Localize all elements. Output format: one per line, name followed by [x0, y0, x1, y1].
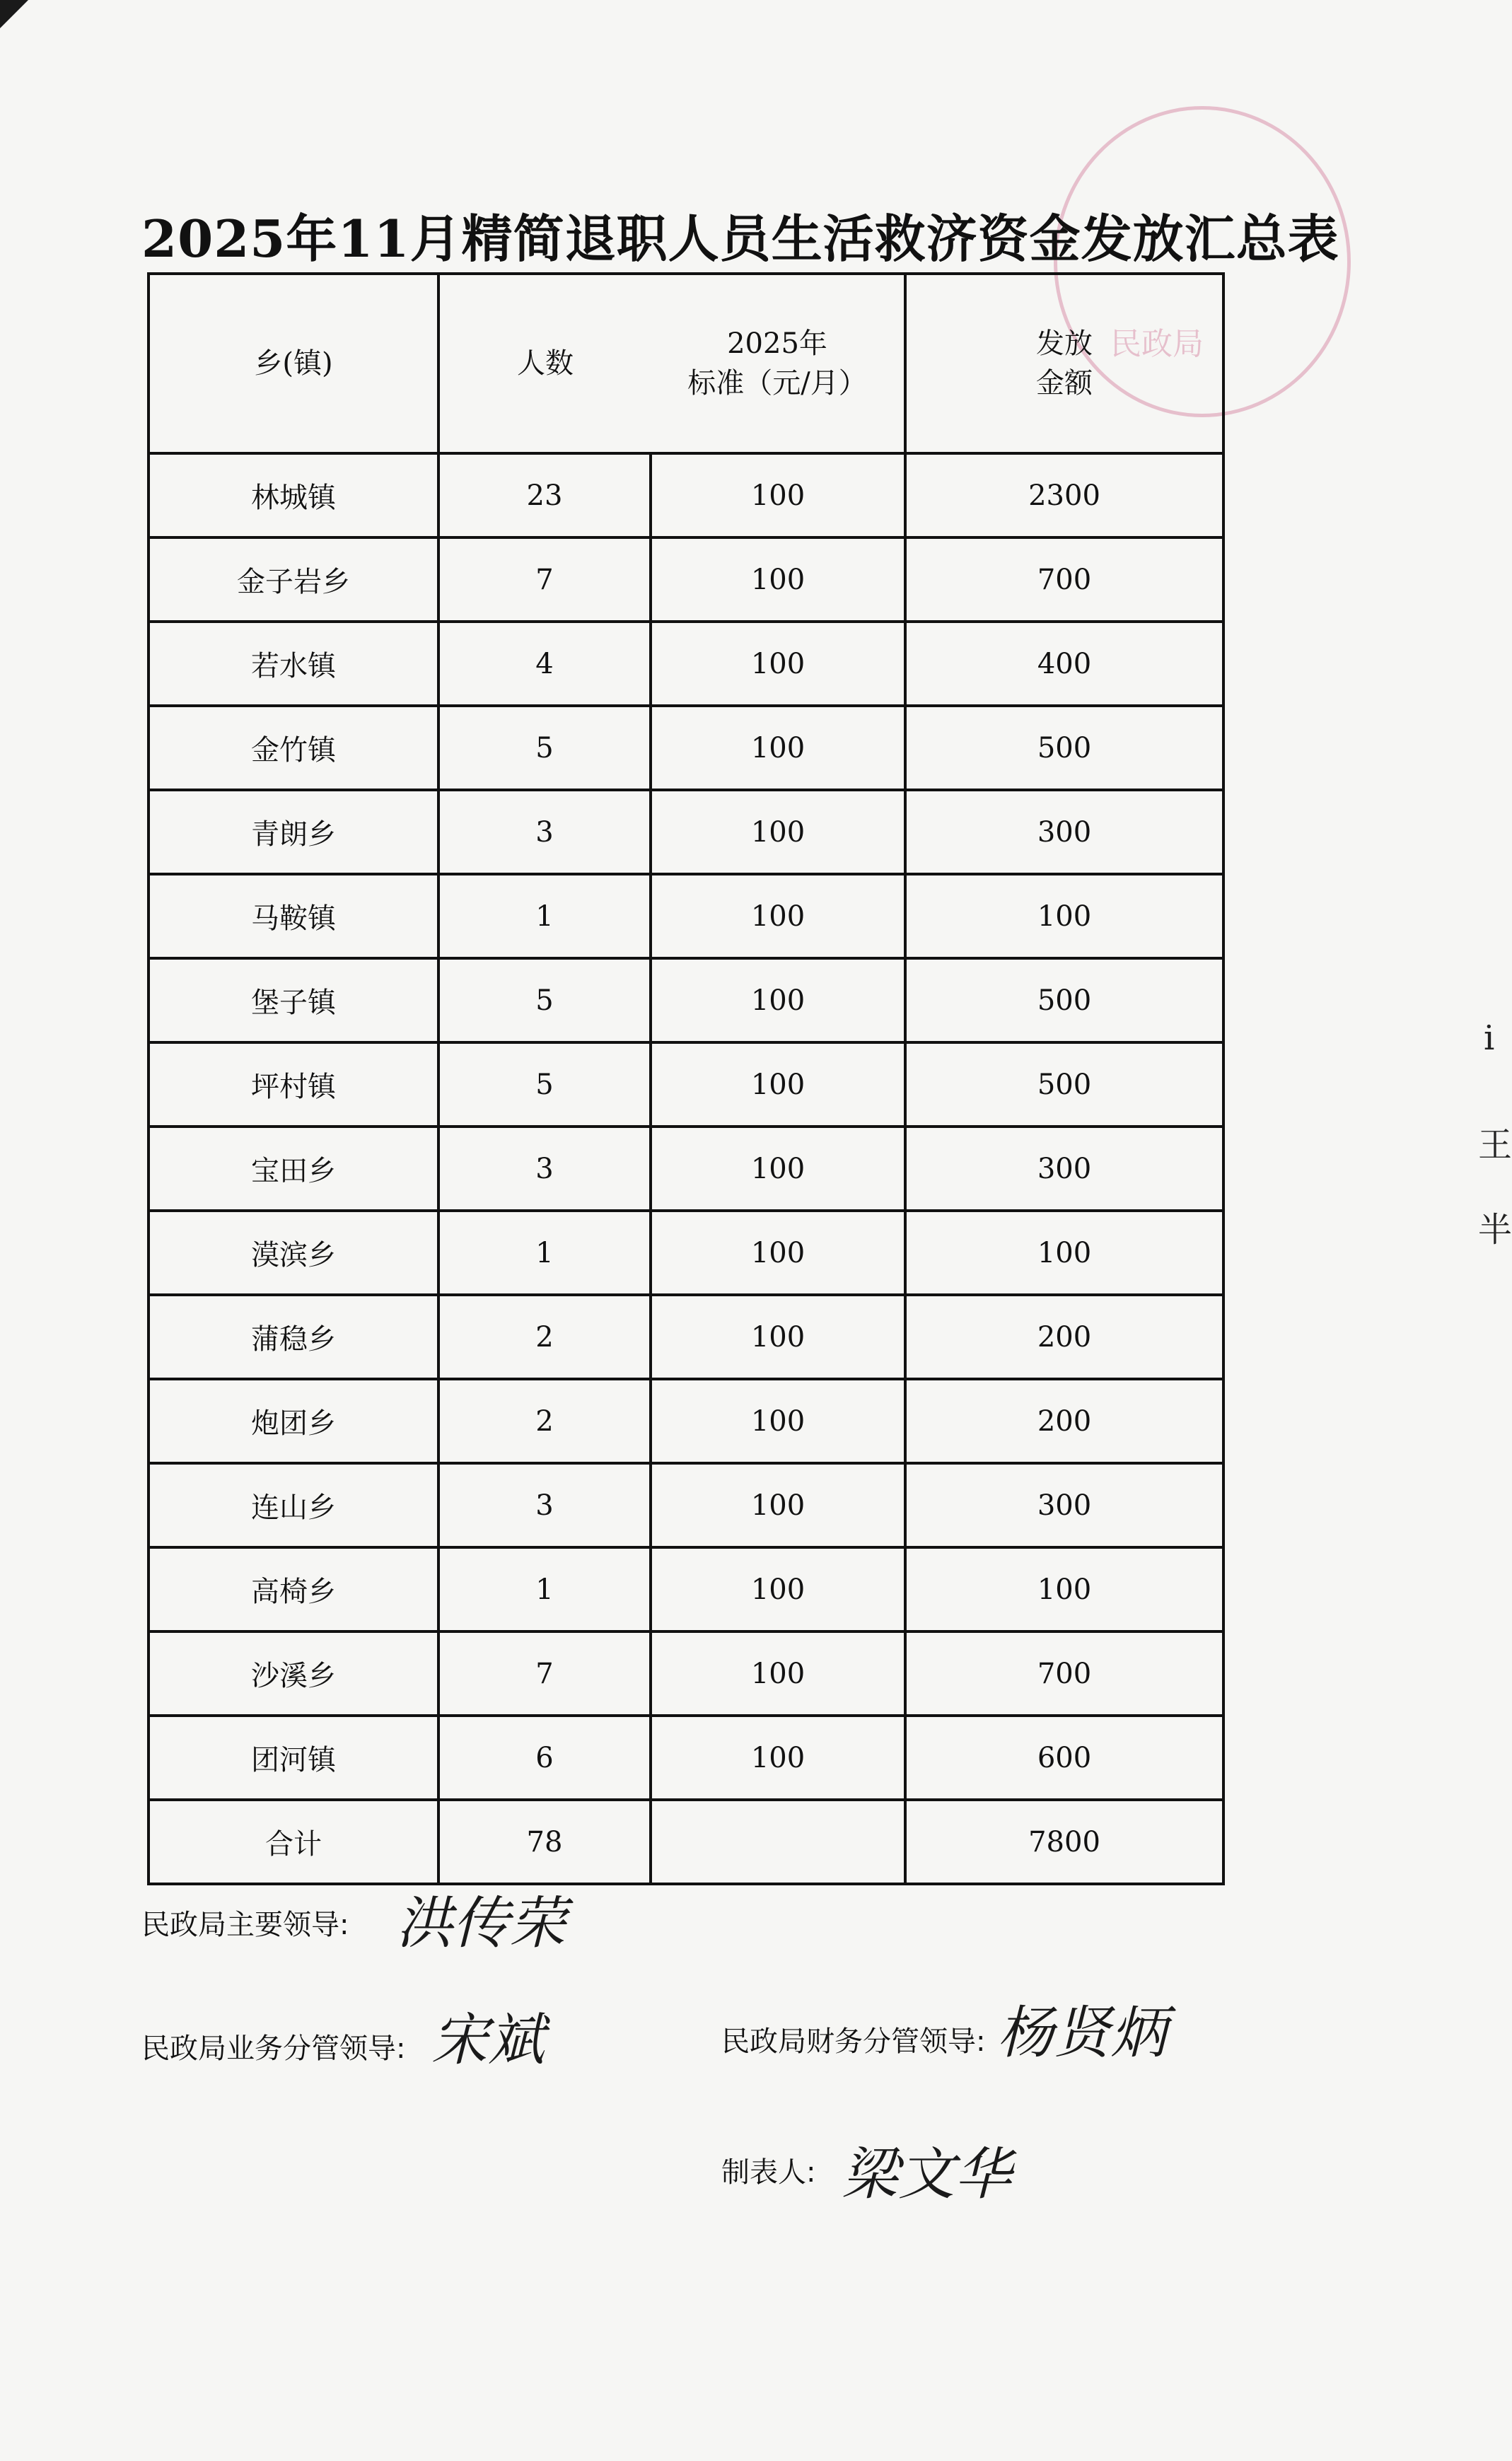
edge-mark: 半: [1478, 1210, 1512, 1250]
table-row: [149, 1211, 1223, 1295]
cell-standard: 100: [651, 1127, 905, 1211]
cell-standard: 100: [651, 790, 905, 874]
cell-count: 5: [438, 958, 651, 1042]
cell-township: 宝田乡: [149, 1127, 438, 1211]
table-row: [149, 1547, 1223, 1631]
cell-township: 漠滨乡: [149, 1211, 438, 1295]
cell-township: 青朗乡: [149, 790, 438, 874]
cell-township: 林城镇: [149, 453, 438, 537]
cell-amount: 700: [905, 1631, 1223, 1716]
cell-standard: 100: [651, 1295, 905, 1379]
header-count: 人数: [438, 274, 651, 453]
cell-count: 4: [438, 622, 651, 706]
header-amount-line1: 发放: [1036, 327, 1093, 360]
finance-leader-signature: 杨贤炳: [997, 2000, 1167, 2066]
cell-standard: 100: [651, 1379, 905, 1463]
table-row: [149, 706, 1223, 790]
table-row: [149, 537, 1223, 622]
table-row: [149, 453, 1223, 537]
main-leader-signature: 洪传荣: [396, 1890, 566, 1956]
edge-mark: 王: [1478, 1125, 1512, 1165]
table-header-row: [149, 274, 1223, 453]
cell-amount: 300: [905, 1127, 1223, 1211]
cell-count: 1: [438, 874, 651, 958]
cell-count: 6: [438, 1716, 651, 1800]
cell-standard: 100: [651, 874, 905, 958]
official-seal-text: 民政局: [1110, 326, 1204, 362]
table-row: [149, 622, 1223, 706]
cell-standard: 100: [651, 1211, 905, 1295]
total-amount: 7800: [905, 1800, 1223, 1884]
cell-standard: 100: [651, 622, 905, 706]
header-township: 乡(镇): [149, 274, 438, 453]
cell-count: 3: [438, 1127, 651, 1211]
cell-amount: 700: [905, 537, 1223, 622]
table-row: [149, 790, 1223, 874]
header-standard: [651, 274, 905, 453]
cell-amount: 200: [905, 1295, 1223, 1379]
cell-township: 高椅乡: [149, 1547, 438, 1631]
cell-standard: 100: [651, 1547, 905, 1631]
cell-amount: 2300: [905, 453, 1223, 537]
cell-amount: 400: [905, 622, 1223, 706]
cell-standard: 100: [651, 1463, 905, 1547]
document-title: 2025年11月精简退职人员生活救济资金发放汇总表: [141, 209, 1339, 269]
main-leader-label: 民政局主要领导:: [141, 1909, 349, 1941]
header-amount-line2: 金额: [1036, 367, 1093, 400]
cell-count: 2: [438, 1295, 651, 1379]
cell-township: 团河镇: [149, 1716, 438, 1800]
cell-count: 1: [438, 1547, 651, 1631]
table-row: [149, 874, 1223, 958]
cell-township: 金子岩乡: [149, 537, 438, 622]
cell-count: 2: [438, 1379, 651, 1463]
cell-amount: 100: [905, 1211, 1223, 1295]
table-row: [149, 1042, 1223, 1127]
cell-standard: 100: [651, 706, 905, 790]
cell-amount: 300: [905, 790, 1223, 874]
corner-mark: [0, 0, 28, 28]
cell-count: 23: [438, 453, 651, 537]
cell-township: 金竹镇: [149, 706, 438, 790]
table-row: [149, 1379, 1223, 1463]
table-row: [149, 1463, 1223, 1547]
cell-township: 马鞍镇: [149, 874, 438, 958]
cell-township: 蒲稳乡: [149, 1295, 438, 1379]
cell-amount: 500: [905, 958, 1223, 1042]
finance-leader-label: 民政局财务分管领导:: [721, 2025, 986, 2058]
edge-mark: i: [1484, 1018, 1495, 1058]
summary-table: [147, 272, 1225, 1885]
total-count: 78: [438, 1800, 651, 1884]
cell-amount: 100: [905, 1547, 1223, 1631]
cell-standard: 100: [651, 453, 905, 537]
business-leader-label: 民政局业务分管领导:: [141, 2032, 406, 2065]
total-row: [149, 1800, 1223, 1884]
cell-township: 坪村镇: [149, 1042, 438, 1127]
header-standard-line1: 2025年: [727, 327, 827, 360]
cell-count: 3: [438, 790, 651, 874]
preparer-signature: 梁文华: [842, 2141, 1011, 2207]
cell-count: 7: [438, 537, 651, 622]
cell-count: 3: [438, 1463, 651, 1547]
table-row: [149, 1127, 1223, 1211]
total-standard: [651, 1800, 905, 1884]
cell-count: 5: [438, 1042, 651, 1127]
cell-amount: 600: [905, 1716, 1223, 1800]
cell-amount: 100: [905, 874, 1223, 958]
business-leader-signature: 宋斌: [431, 2007, 545, 2073]
cell-township: 沙溪乡: [149, 1631, 438, 1716]
table-row: [149, 958, 1223, 1042]
header-standard-line2: 标准（元/月）: [687, 367, 867, 400]
cell-count: 1: [438, 1211, 651, 1295]
header-amount: [905, 274, 1223, 453]
table-row: [149, 1716, 1223, 1800]
cell-standard: 100: [651, 1716, 905, 1800]
cell-amount: 200: [905, 1379, 1223, 1463]
cell-township: 若水镇: [149, 622, 438, 706]
cell-township: 连山乡: [149, 1463, 438, 1547]
total-label: 合计: [149, 1800, 438, 1884]
cell-amount: 300: [905, 1463, 1223, 1547]
cell-count: 5: [438, 706, 651, 790]
cell-standard: 100: [651, 958, 905, 1042]
cell-count: 7: [438, 1631, 651, 1716]
cell-township: 堡子镇: [149, 958, 438, 1042]
cell-township: 炮团乡: [149, 1379, 438, 1463]
cell-standard: 100: [651, 537, 905, 622]
table-row: [149, 1295, 1223, 1379]
cell-amount: 500: [905, 1042, 1223, 1127]
table-row: [149, 1631, 1223, 1716]
cell-amount: 500: [905, 706, 1223, 790]
preparer-label: 制表人:: [721, 2156, 816, 2189]
cell-standard: 100: [651, 1631, 905, 1716]
cell-standard: 100: [651, 1042, 905, 1127]
